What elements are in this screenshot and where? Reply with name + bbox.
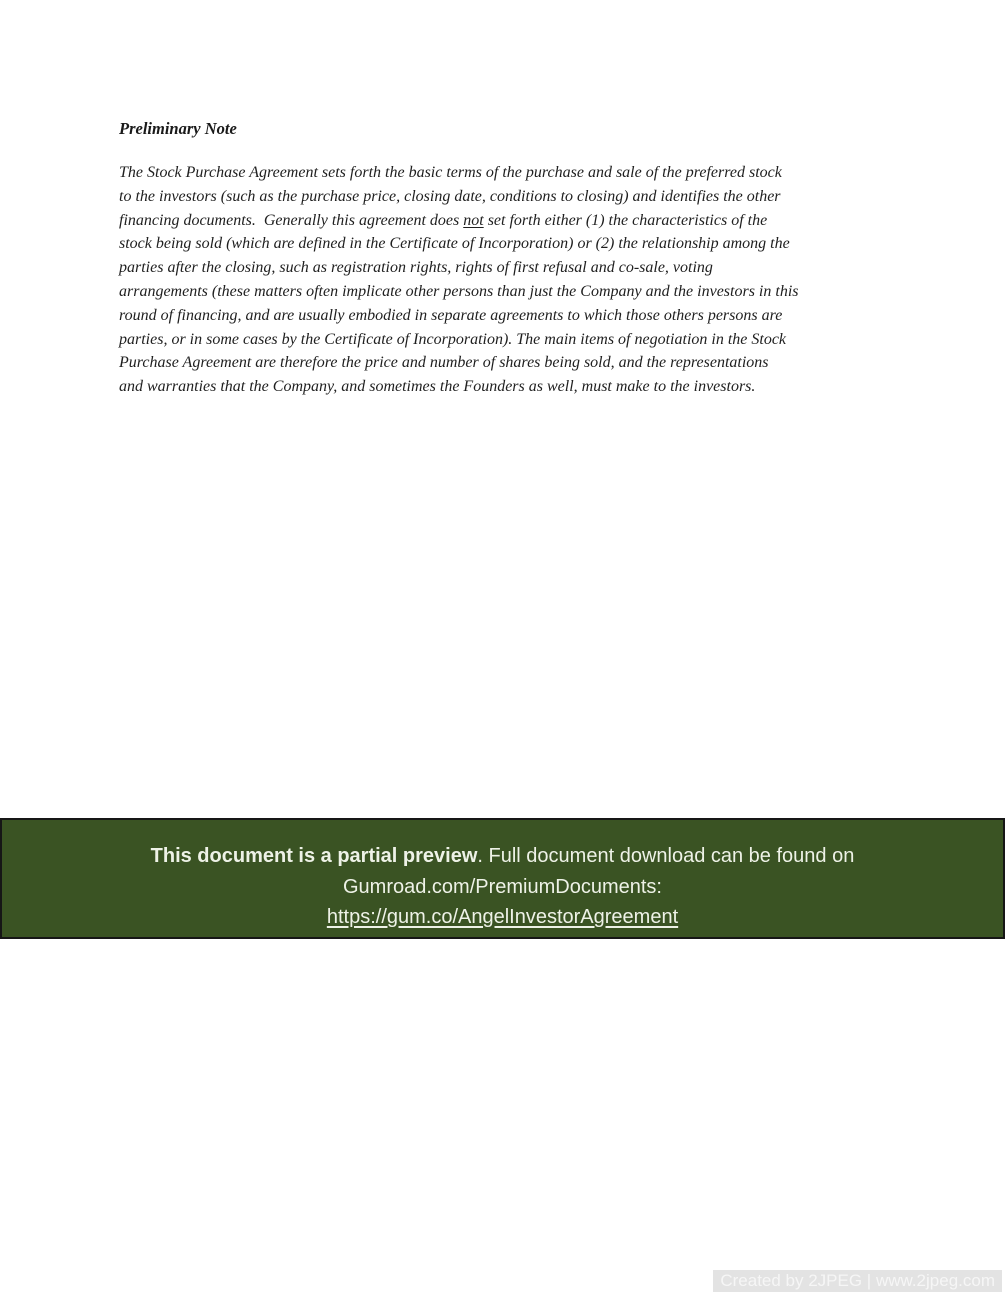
paragraph-line: arrangements (these matters often implicate other persons than just the Company and the investors in this [119,282,799,300]
gumroad-link[interactable]: https://gum.co/AngelInvestorAgreement [326,906,679,928]
banner-line-1 [2,841,1003,872]
preliminary-note-heading: Preliminary Note [119,119,237,138]
paragraph-line: round of financing, and are usually embodied in separate agreements to which those others persons are [119,306,783,324]
paragraph-line: Purchase Agreement are therefore the price and number of shares being sold, and the representations [119,354,769,372]
paragraph-line: and warranties that the Company, and sometimes the Founders as well, must make to the investors. [119,378,756,396]
paragraph-line: The Stock Purchase Agreement sets forth the basic terms of the purchase and sale of the preferred stock [119,164,782,181]
underlined-word: not [463,211,484,229]
paragraph-text-segment: financing documents. Generally this agreement does [119,211,464,229]
banner-line-2: Gumroad.com/PremiumDocuments: [343,875,662,898]
preliminary-note-paragraph [119,161,909,399]
banner-bold-text: This document is a partial preview [150,845,478,867]
paragraph-line [119,209,909,233]
document-content [119,120,909,399]
paragraph-line: parties after the closing, such as registration rights, rights of first refusal and co-sale, voting [119,259,713,277]
preview-banner [0,818,1005,939]
banner-line1-rest: . Full document download can be found on [477,845,855,867]
paragraph-text-segment: set forth either (1) the characteristics of the [483,211,768,229]
paragraph-line: parties, or in some cases by the Certificate of Incorporation). The main items of negotiation in the Stock [119,330,787,348]
banner-line-3 [2,902,1003,933]
watermark-2jpeg: Created by 2JPEG | www.2jpeg.com [713,1270,1002,1292]
paragraph-line: stock being sold (which are defined in the Certificate of Incorporation) or (2) the relationship among the [119,235,790,253]
paragraph-line: to the investors (such as the purchase price, closing date, conditions to closing) and identifies the other [119,187,781,205]
